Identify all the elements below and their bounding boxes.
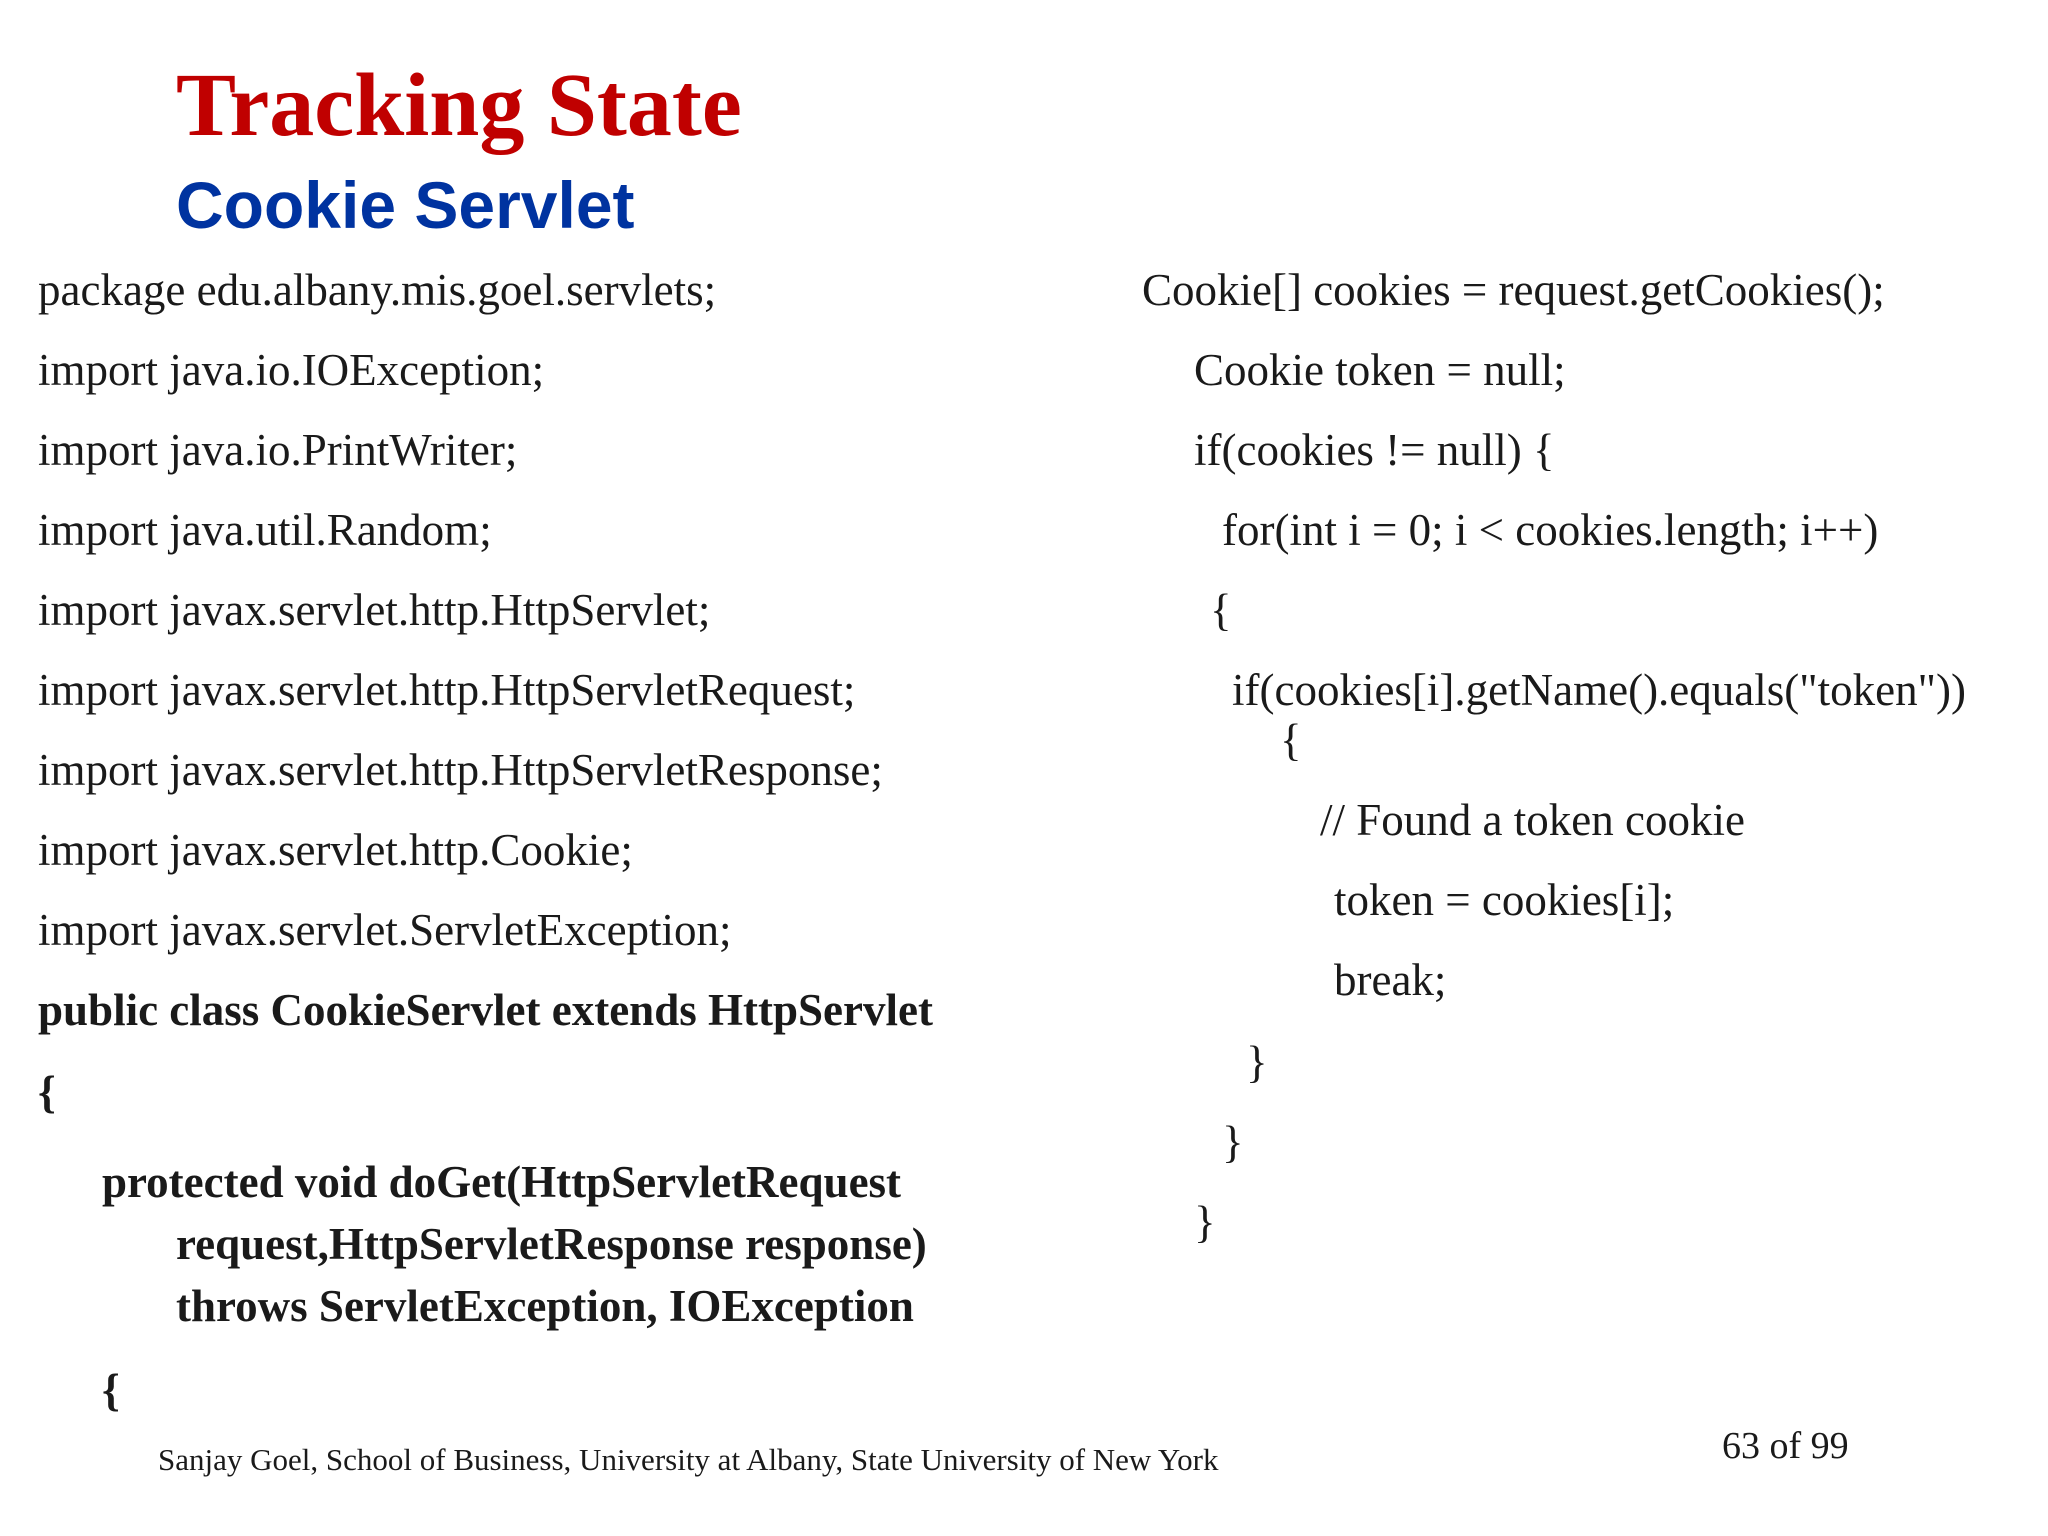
code-line-break: break; [1334, 955, 1447, 1005]
code-line-import: import java.io.PrintWriter; [38, 425, 518, 475]
footer-credit: Sanjay Goel, School of Business, University at Albany, State University of New York [158, 1442, 1219, 1477]
code-line-import: import javax.servlet.http.HttpServletResponse; [38, 745, 883, 795]
code-line-for-loop: for(int i = 0; i < cookies.length; i++) [1222, 505, 1879, 555]
code-line-package: package edu.albany.mis.goel.servlets; [38, 265, 717, 315]
code-line-import: import javax.servlet.http.HttpServlet; [38, 585, 711, 635]
code-line-token-init: Cookie token = null; [1194, 345, 1566, 395]
code-line-open-brace: { [38, 1067, 56, 1117]
code-line-method-params: request,HttpServletResponse response) [176, 1219, 927, 1269]
code-line-method-throws: throws ServletException, IOException [176, 1281, 914, 1331]
code-line-import: import java.util.Random; [38, 505, 492, 555]
code-line-for-open-brace: { [1210, 585, 1232, 635]
code-line-import: import javax.servlet.ServletException; [38, 905, 732, 955]
code-line-method-signature: protected void doGet(HttpServletRequest [102, 1157, 902, 1207]
code-line-close-brace: } [1246, 1037, 1268, 1087]
code-line-method-open-brace: { [102, 1365, 120, 1415]
code-line-token-assign: token = cookies[i]; [1334, 875, 1675, 925]
code-line-import: import javax.servlet.http.Cookie; [38, 825, 633, 875]
code-line-if-name-equals: if(cookies[i].getName().equals("token")) [1232, 665, 1966, 715]
code-line-if-cookies: if(cookies != null) { [1194, 425, 1555, 475]
code-line-if-open-brace: { [1280, 715, 1302, 765]
code-line-get-cookies: Cookie[] cookies = request.getCookies(); [1142, 265, 1885, 315]
code-line-close-brace: } [1194, 1197, 1216, 1247]
code-line-class-declaration: public class CookieServlet extends HttpServlet [38, 985, 933, 1035]
page-number: 63 of 99 [1722, 1425, 1849, 1467]
code-line-comment: // Found a token cookie [1320, 795, 1745, 845]
code-line-import: import javax.servlet.http.HttpServletRequest; [38, 665, 856, 715]
code-line-close-brace: } [1222, 1117, 1244, 1167]
code-line-import: import java.io.IOException; [38, 345, 545, 395]
slide-title: Tracking State [176, 56, 742, 155]
slide-subtitle: Cookie Servlet [176, 168, 635, 242]
